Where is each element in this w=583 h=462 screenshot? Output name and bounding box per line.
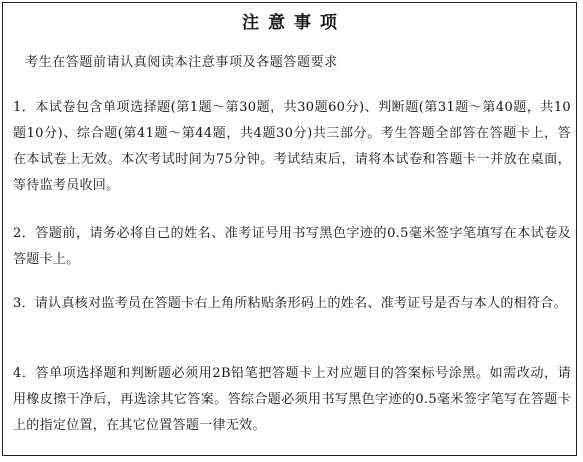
notice-item-3: 3．请认真核对监考员在答题卡右上角所粘贴条形码上的姓名、准考证号是否与本人的相符合。 xyxy=(13,296,567,311)
notice-intro: 考生在答题前请认真阅读本注意事项及各题答题要求 xyxy=(25,55,338,70)
notice-title: 注意事项 xyxy=(242,13,346,33)
notice-box xyxy=(2,2,577,456)
notice-item-4: 4．答单项选择题和判断题必须用2B铅笔把答题卡上对应题目的答案标号涂黑。如需改动，请用橡皮擦干净后，再选涂其它答案。答综合题必须用书写黑色字迹的0.5毫米签字笔写在答题卡上的指定位置，在其它位置答题一律无效。 xyxy=(13,366,571,433)
notice-item-1: 1．本试卷包含单项选择题(第1题～第30题，共30题60分)、判断题(第31题～第40题，共10题10分)、综合题(第41题～第44题，共4题30分)共三部分。考生答题全部答在答题卡上，答在本试卷上无效。本次考试时间为75分钟。考试结束后，请将本试卷和答题卡一并放在桌面，等待监考员收回。 xyxy=(13,100,571,193)
notice-item-2: 2．答题前，请务必将自己的姓名、准考证号用书写黑色字迹的0.5毫米签字笔填写在本试卷及答题卡上。 xyxy=(13,226,571,267)
